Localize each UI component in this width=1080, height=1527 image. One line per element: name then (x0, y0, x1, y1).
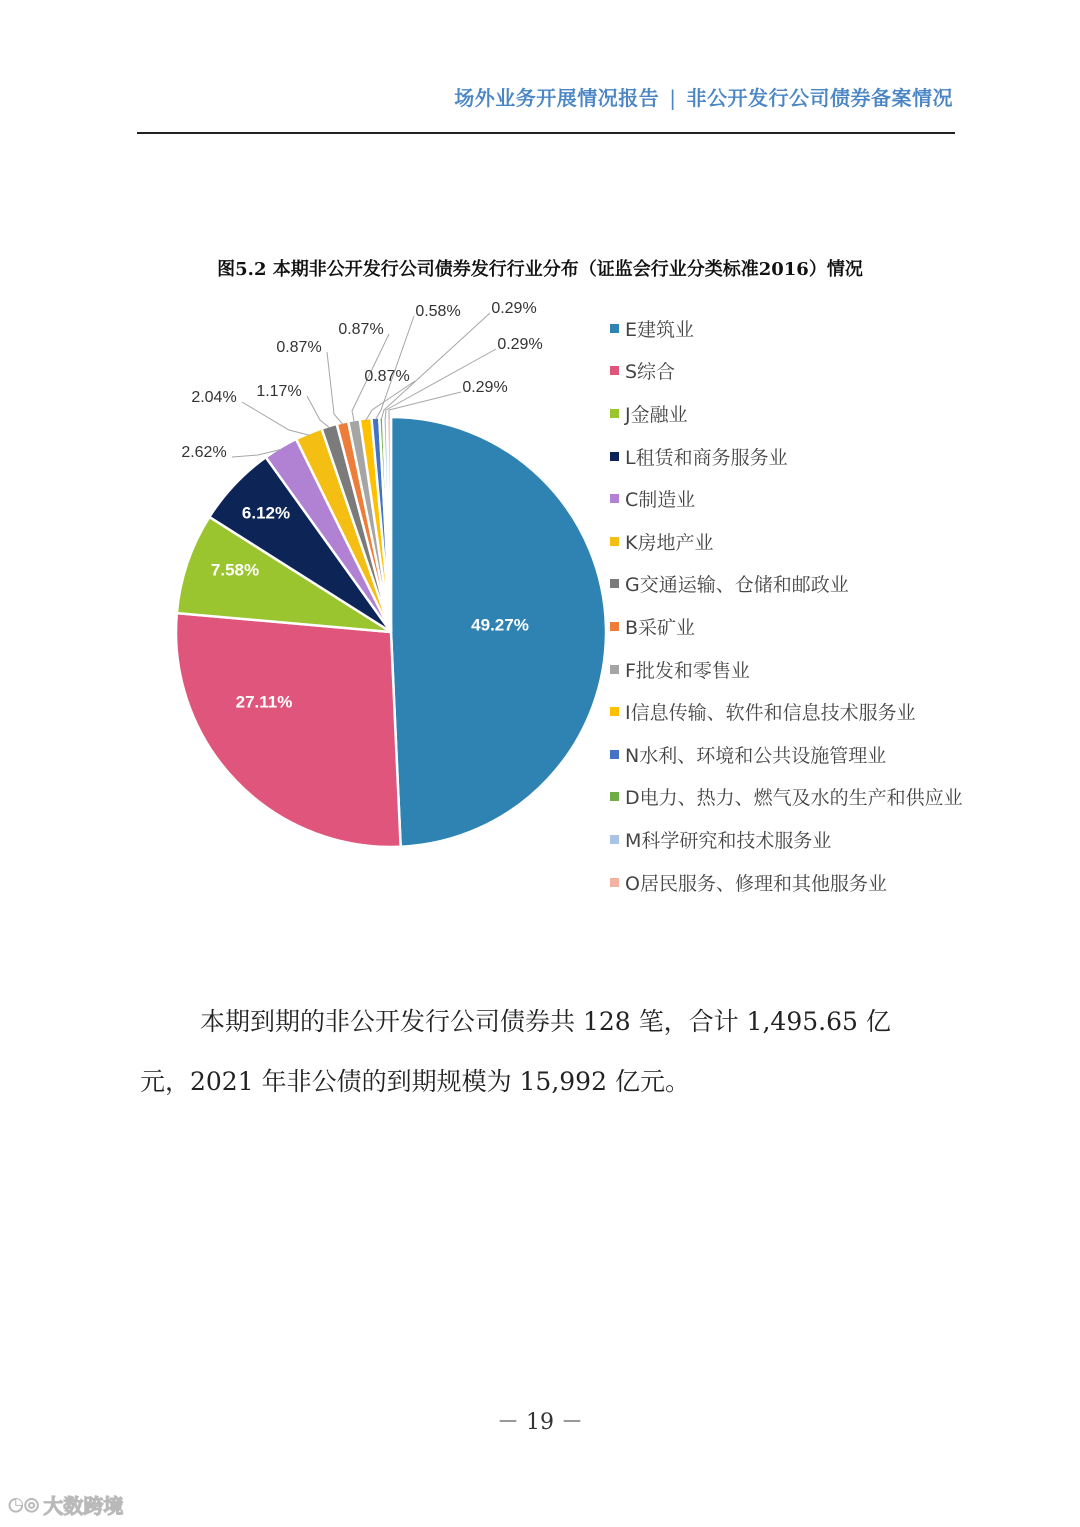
data-label: 0.87% (338, 321, 384, 339)
header-section-title: 非公开发行公司债券备案情况 (686, 86, 953, 110)
legend-item (610, 648, 963, 691)
legend-label: K房地产业 (625, 531, 714, 554)
legend-item (610, 435, 963, 478)
legend-label: C制造业 (625, 489, 696, 512)
legend-swatch (610, 579, 619, 588)
legend-label: G交通运输、仓储和邮政业 (625, 574, 849, 597)
legend-swatch (610, 494, 619, 503)
data-label: 0.29% (497, 336, 543, 354)
data-label: 0.87% (364, 368, 410, 386)
legend-label: S综合 (625, 361, 676, 384)
chart-legend (610, 307, 963, 903)
legend-swatch (610, 452, 619, 461)
legend-item (610, 776, 963, 819)
data-label: 0.29% (462, 379, 508, 397)
data-label: 0.29% (491, 300, 537, 318)
legend-item (610, 392, 963, 435)
data-label: 7.58% (210, 560, 260, 580)
leader-line (307, 396, 330, 428)
legend-item (610, 477, 963, 520)
data-label: 0.58% (415, 303, 461, 321)
legend-label: N水利、环境和公共设施管理业 (625, 744, 887, 767)
legend-item (610, 690, 963, 733)
legend-label: B采矿业 (625, 616, 696, 639)
legend-swatch (610, 750, 619, 759)
pie-slice (176, 613, 401, 847)
data-label: 49.27% (471, 615, 529, 635)
legend-item (610, 818, 963, 861)
legend-swatch (610, 835, 619, 844)
legend-item (610, 520, 963, 563)
legend-swatch (610, 366, 619, 375)
legend-item (610, 733, 963, 776)
legend-swatch (610, 622, 619, 631)
legend-label: I信息传输、软件和信息技术服务业 (625, 702, 916, 725)
legend-swatch (610, 707, 619, 716)
leader-line (366, 381, 415, 420)
data-label: 0.87% (276, 339, 322, 357)
legend-swatch (610, 792, 619, 801)
watermark (8, 1490, 123, 1519)
body-line-1: 本期到期的非公开发行公司债券共 128 笔，合计 1,495.65 亿 (200, 1007, 891, 1036)
legend-label: D电力、热力、燃气及水的生产和供应业 (625, 787, 963, 810)
legend-swatch (610, 409, 619, 418)
data-label: 27.11% (235, 692, 293, 712)
data-label: 1.17% (256, 383, 302, 401)
header-separator: | (669, 86, 677, 110)
legend-item (610, 350, 963, 393)
legend-swatch (610, 324, 619, 333)
legend-swatch (610, 878, 619, 887)
legend-swatch (610, 537, 619, 546)
legend-label: L租赁和商务服务业 (625, 446, 788, 469)
legend-label: M科学研究和技术服务业 (625, 829, 832, 852)
watermark-text: 大数跨境 (43, 1494, 124, 1518)
logo-icon: ◔◎ (8, 1494, 40, 1515)
data-label: 2.04% (191, 389, 237, 407)
legend-item (610, 307, 963, 350)
data-label: 2.62% (181, 444, 227, 462)
body-paragraph (140, 992, 955, 1112)
leader-line (242, 402, 309, 435)
header-report-title: 场外业务开展情况报告 (454, 86, 660, 110)
page-number: － 19 － (497, 1410, 583, 1435)
figure-title: 图5.2 本期非公开发行公司债券发行行业分布（证监会行业分类标准2016）情况 (217, 259, 863, 280)
legend-label: F批发和零售业 (625, 659, 750, 682)
legend-label: E建筑业 (625, 318, 695, 341)
legend-item (610, 861, 963, 904)
leader-line (327, 352, 343, 425)
legend-item (610, 605, 963, 648)
legend-item (610, 563, 963, 606)
data-label: 6.12% (241, 503, 291, 523)
legend-swatch (610, 665, 619, 674)
legend-label: J金融业 (625, 403, 688, 426)
legend-label: O居民服务、修理和其他服务业 (625, 872, 887, 895)
body-line-2: 元，2021 年非公债的到期规模为 15,992 亿元。 (140, 1067, 690, 1096)
